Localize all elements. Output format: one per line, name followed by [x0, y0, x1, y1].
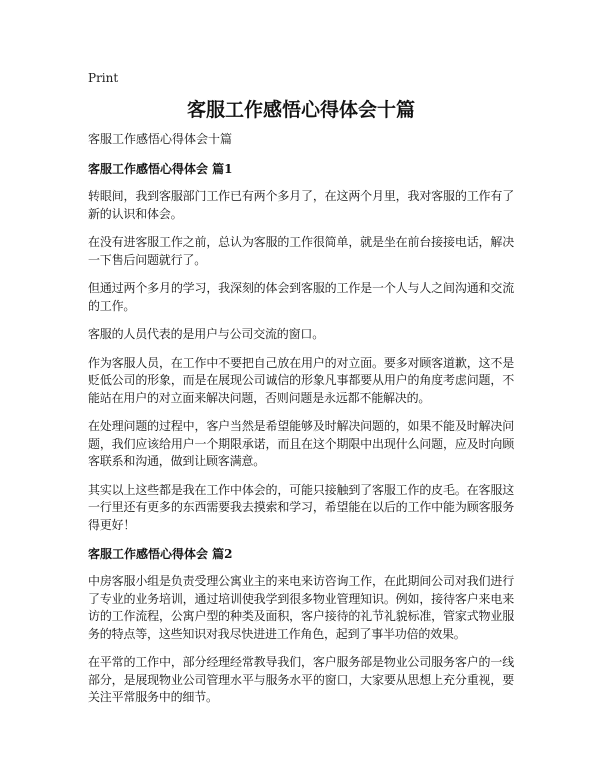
document-title: 客服工作感悟心得体会十篇: [186, 99, 415, 121]
document-content: [88, 130, 514, 718]
paragraph: 在处理问题的过程中，客户当然是希望能够及时解决问题的，如果不能及时解决问题，我们应该给用户一个期限承诺，而且在这个期限中出现什么问题，应及时向顾客联系和沟通，做到让顾客满意。: [88, 419, 514, 468]
print-link[interactable]: Print: [88, 71, 119, 85]
section-heading-1: 客服工作感悟心得体会 篇1: [88, 162, 233, 176]
section-heading-2: 客服工作感悟心得体会 篇2: [88, 547, 233, 561]
paragraph: 客服的人员代表的是用户与公司交流的窗口。: [88, 327, 325, 341]
paragraph: 作为客服人员，在工作中不要把自己放在用户的对立面。要多对顾客道歉，这不是贬低公司的形象，而是在展现公司诚信的形象凡事都要从用户的角度考虑问题，不能站在用户的对立面来解决问题，否则问题是永远都不能解决的。: [88, 355, 514, 405]
paragraph: 在平常的工作中，部分经理经常教导我们，客户服务部是物业公司服务客户的一线部分，是展现物业公司管理水平与服务水平的窗口，大家要从思想上充分重视，要关注平常服务中的细节。: [88, 655, 514, 704]
document-subtitle: 客服工作感悟心得体会十篇: [88, 132, 233, 146]
paragraph: 中房客服小组是负责受理公寓业主的来电来访咨询工作，在此期间公司对我们进行了专业的业务培训，通过培训使我学到很多物业管理知识。例如，接待客户来电来访的工作流程，公寓户型的种类及面积，客户接待的礼节礼貌标准，管家式物业服务的特点等，这些知识对我尽快进进工作角色，起到了事半功倍的效果。: [88, 574, 514, 641]
paragraph: 转眼间，我到客服部门工作已有两个多月了，在这两个月里，我对客服的工作有了新的认识和体会。: [88, 189, 514, 221]
paragraph: 在没有进客服工作之前，总认为客服的工作很简单，就是坐在前台接接电话，解决一下售后问题就行了。: [88, 235, 514, 267]
paragraph: 其实以上这些都是我在工作中体会的，可能只接触到了客服工作的皮毛。在客服这一行里还有更多的东西需要我去摸索和学习，希望能在以后的工作中能为顾客服务得更好！: [88, 482, 514, 532]
paragraph: 但通过两个多月的学习，我深刻的体会到客服的工作是一个人与人之间沟通和交流的工作。: [88, 281, 514, 313]
